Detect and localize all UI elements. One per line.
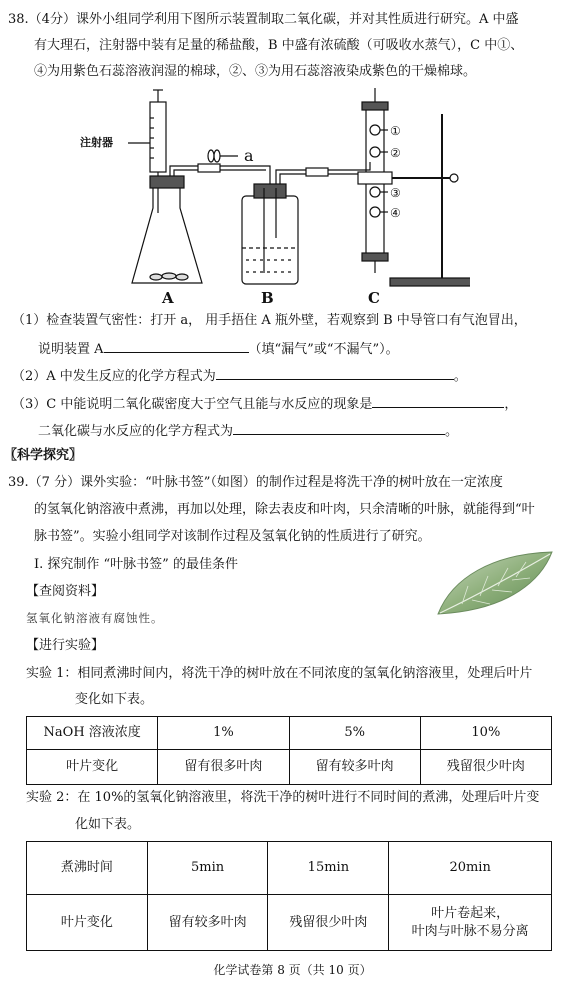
q39-line-1: 39.（7 分）课外实验：“叶脉书签”（如图）的制作过程是将洗干净的树叶放在一定浓度 [8, 475, 503, 490]
table-cell: 20min [389, 842, 552, 895]
ref-title: 【查阅资料】 [26, 584, 105, 599]
table-row [27, 750, 552, 785]
q38-sub3-comma: ， [504, 397, 518, 412]
table-cell: 留有较多叶肉 [147, 895, 268, 951]
exp2-line-2: 化如下表。 [75, 817, 141, 832]
ball-2-label: ② [390, 146, 401, 160]
q38-sub2-suffix: 。 [453, 369, 467, 384]
q38-sub2 [12, 365, 467, 386]
q39-line-2: 的氢氧化钠溶液中煮沸，再加以处理，除去表皮和叶肉，只余清晰的叶脉，就能得到“叶 [34, 502, 535, 517]
answer-blank-3[interactable] [372, 393, 504, 408]
q39-part1-title: Ⅰ. 探究制作 “叶脉书签” 的最佳条件 [34, 557, 238, 572]
cell-line: 叶片卷起来， [431, 905, 510, 921]
syringe-label: 注射器 [80, 136, 113, 149]
ball-4-label: ④ [390, 206, 401, 220]
q39-line-3: 脉书签”。实验小组同学对该制作过程及氢氧化钠的性质进行了研究。 [34, 529, 431, 544]
flask-a [132, 183, 202, 283]
table-cell: 1% [158, 717, 289, 750]
table-naoh-concentration [26, 716, 552, 785]
q38-sub1-line2 [38, 338, 399, 359]
table-row [27, 717, 552, 750]
label-a: A [162, 289, 174, 307]
table-cell: 15min [268, 842, 389, 895]
table-row [27, 842, 552, 895]
q38-sub3-suffix: 。 [445, 424, 459, 439]
q38-line-3: ④为用紫色石蕊溶液润湿的棉球，②、③为用石蕊溶液染成紫色的干燥棉球。 [34, 64, 477, 79]
exp1-line-2: 变化如下表。 [75, 692, 154, 707]
q38-sub1-suffix: （填“漏气”或“不漏气”）。 [248, 342, 399, 357]
syringe-barrel [150, 102, 166, 172]
exp-title: 【进行实验】 [26, 638, 105, 653]
q38-sub3-prefix: （3）C 中能说明二氧化碳密度大于空气且能与水反应的现象是 [12, 397, 373, 412]
ref-text: 氢氧化钠溶液有腐蚀性。 [26, 611, 164, 625]
label-b: B [261, 289, 274, 307]
table-cell: 10% [420, 717, 551, 750]
table-cell: 5% [289, 717, 420, 750]
section-label: 〖科学探究〗 [4, 448, 83, 463]
table-cell: 5min [147, 842, 268, 895]
q38-sub3-prefix2: 二氧化碳与水反应的化学方程式为 [38, 424, 234, 439]
cell-line: 叶肉与叶脉不易分离 [411, 923, 529, 939]
table-boiling-time [26, 841, 552, 951]
table-cell-multiline [389, 895, 552, 951]
bottle-b [242, 196, 298, 284]
leaf-bookmark-image [432, 548, 558, 622]
table-row [27, 895, 552, 951]
q38-line-1: 38.（4分）课外小组同学利用下图所示装置制取二氧化碳，并对其性质进行研究。A 中盛 [8, 12, 519, 27]
ball-3-label: ③ [390, 186, 401, 200]
table-cell: 留有很多叶肉 [158, 750, 289, 785]
table-cell: 残留很少叶肉 [268, 895, 389, 951]
q38-line-2: 有大理石，注射器中装有足量的稀盐酸，B 中盛有浓硫酸（可吸收水蒸气），C 中①、 [34, 38, 524, 53]
q38-sub3-line1 [12, 393, 517, 414]
table-cell: 叶片变化 [27, 750, 158, 785]
answer-blank-1[interactable] [104, 338, 249, 353]
q38-sub1-prefix: 说明装置 A [38, 342, 104, 357]
q38-sub3-line2 [38, 420, 458, 441]
apparatus-figure [70, 88, 470, 310]
page-footer: 化学试卷第 8 页（共 10 页） [213, 963, 372, 977]
table-cell: 煮沸时间 [27, 842, 148, 895]
q38-sub2-prefix: （2）A 中发生反应的化学方程式为 [12, 369, 216, 384]
table-cell: 留有较多叶肉 [289, 750, 420, 785]
q38-sub1-line1: （1）检查装置气密性：打开 a， 用手捂住 A 瓶外壁，若观察到 B 中导管口有气泡冒出， [12, 313, 527, 328]
label-c: C [368, 289, 380, 307]
table-cell: NaOH 溶液浓度 [27, 717, 158, 750]
exp2-line-1: 实验 2：在 10%的氢氧化钠溶液里，将洗干净的树叶进行不同时间的煮沸，处理后叶片变 [26, 790, 540, 805]
table-cell: 残留很少叶肉 [420, 750, 551, 785]
valve-label: a [244, 146, 254, 165]
answer-blank-2[interactable] [216, 365, 454, 380]
answer-blank-4[interactable] [233, 420, 445, 435]
exp1-line-1: 实验 1：相同煮沸时间内，将洗干净的树叶放在不同浓度的氢氧化钠溶液里，处理后叶片 [26, 666, 533, 681]
ball-1-label: ① [390, 124, 401, 138]
table-cell: 叶片变化 [27, 895, 148, 951]
